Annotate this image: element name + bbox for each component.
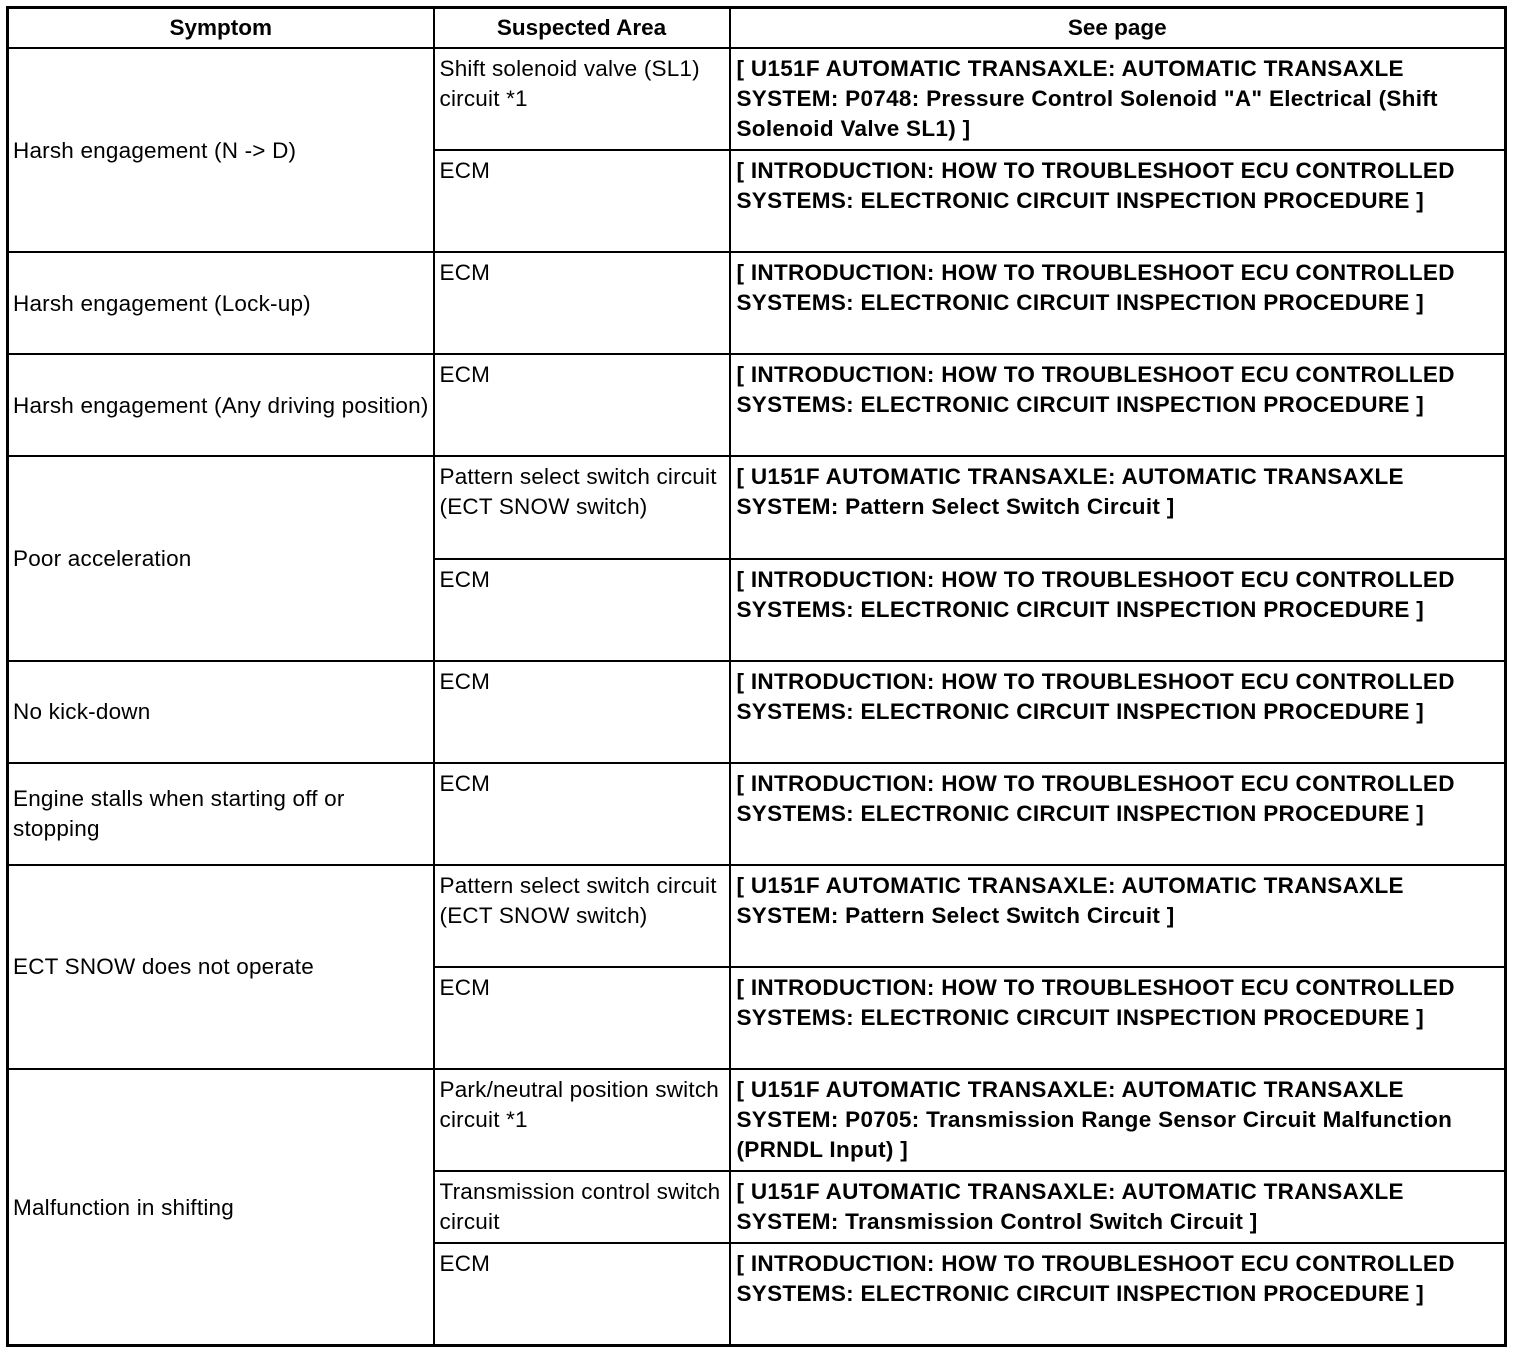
see-page-link[interactable]: [ U151F AUTOMATIC TRANSAXLE: AUTOMATIC TRANSAXLE SYSTEM: Pattern Select Switch Circuit ]: [730, 865, 1506, 967]
header-see-page: See page: [730, 8, 1506, 49]
suspected-area-cell: Shift solenoid valve (SL1) circuit *1: [434, 48, 730, 150]
symptom-cell: No kick-down: [8, 661, 434, 763]
header-row: [8, 8, 1506, 49]
table-row: [8, 252, 1506, 354]
symptom-cell: Engine stalls when starting off or stopping: [8, 763, 434, 865]
see-page-link[interactable]: [ INTRODUCTION: HOW TO TROUBLESHOOT ECU CONTROLLED SYSTEMS: ELECTRONIC CIRCUIT INSPECTION PROCEDURE ]: [730, 559, 1506, 661]
see-page-link[interactable]: [ U151F AUTOMATIC TRANSAXLE: AUTOMATIC TRANSAXLE SYSTEM: P0748: Pressure Control Solenoid "A" Electrical (Shift Solenoid Valve SL1) ]: [730, 48, 1506, 150]
suspected-area-cell: ECM: [434, 661, 730, 763]
suspected-area-cell: ECM: [434, 150, 730, 252]
suspected-area-cell: Transmission control switch circuit: [434, 1171, 730, 1243]
suspected-area-cell: ECM: [434, 559, 730, 661]
suspected-area-cell: ECM: [434, 354, 730, 456]
table-body: [8, 48, 1506, 1346]
suspected-area-cell: Pattern select switch circuit (ECT SNOW switch): [434, 456, 730, 558]
see-page-link[interactable]: [ INTRODUCTION: HOW TO TROUBLESHOOT ECU CONTROLLED SYSTEMS: ELECTRONIC CIRCUIT INSPECTION PROCEDURE ]: [730, 763, 1506, 865]
suspected-area-cell: ECM: [434, 763, 730, 865]
see-page-link[interactable]: [ U151F AUTOMATIC TRANSAXLE: AUTOMATIC TRANSAXLE SYSTEM: P0705: Transmission Range Sensor Circuit Malfunction (PRNDL Input) ]: [730, 1069, 1506, 1171]
suspected-area-cell: Pattern select switch circuit (ECT SNOW switch): [434, 865, 730, 967]
see-page-link[interactable]: [ INTRODUCTION: HOW TO TROUBLESHOOT ECU CONTROLLED SYSTEMS: ELECTRONIC CIRCUIT INSPECTION PROCEDURE ]: [730, 1243, 1506, 1345]
table-row: [8, 865, 1506, 967]
suspected-area-cell: ECM: [434, 967, 730, 1069]
see-page-link[interactable]: [ INTRODUCTION: HOW TO TROUBLESHOOT ECU CONTROLLED SYSTEMS: ELECTRONIC CIRCUIT INSPECTION PROCEDURE ]: [730, 354, 1506, 456]
see-page-link[interactable]: [ U151F AUTOMATIC TRANSAXLE: AUTOMATIC TRANSAXLE SYSTEM: Pattern Select Switch Circuit ]: [730, 456, 1506, 558]
table-row: [8, 456, 1506, 558]
table-row: [8, 1069, 1506, 1171]
symptom-cell: Poor acceleration: [8, 456, 434, 660]
table-row: [8, 354, 1506, 456]
symptom-cell: Malfunction in shifting: [8, 1069, 434, 1345]
symptom-cell: Harsh engagement (Any driving position): [8, 354, 434, 456]
see-page-link[interactable]: [ U151F AUTOMATIC TRANSAXLE: AUTOMATIC TRANSAXLE SYSTEM: Transmission Control Switch Circuit ]: [730, 1171, 1506, 1243]
header-symptom: Symptom: [8, 8, 434, 49]
table-row: [8, 661, 1506, 763]
symptom-cell: Harsh engagement (Lock-up): [8, 252, 434, 354]
table-row: [8, 763, 1506, 865]
suspected-area-cell: ECM: [434, 252, 730, 354]
suspected-area-cell: Park/neutral position switch circuit *1: [434, 1069, 730, 1171]
symptom-cell: Harsh engagement (N -> D): [8, 48, 434, 252]
suspected-area-cell: ECM: [434, 1243, 730, 1345]
see-page-link[interactable]: [ INTRODUCTION: HOW TO TROUBLESHOOT ECU CONTROLLED SYSTEMS: ELECTRONIC CIRCUIT INSPECTION PROCEDURE ]: [730, 150, 1506, 252]
see-page-link[interactable]: [ INTRODUCTION: HOW TO TROUBLESHOOT ECU CONTROLLED SYSTEMS: ELECTRONIC CIRCUIT INSPECTION PROCEDURE ]: [730, 967, 1506, 1069]
symptom-cell: ECT SNOW does not operate: [8, 865, 434, 1069]
table-row: [8, 48, 1506, 150]
troubleshooting-table: [6, 6, 1507, 1347]
see-page-link[interactable]: [ INTRODUCTION: HOW TO TROUBLESHOOT ECU CONTROLLED SYSTEMS: ELECTRONIC CIRCUIT INSPECTION PROCEDURE ]: [730, 252, 1506, 354]
see-page-link[interactable]: [ INTRODUCTION: HOW TO TROUBLESHOOT ECU CONTROLLED SYSTEMS: ELECTRONIC CIRCUIT INSPECTION PROCEDURE ]: [730, 661, 1506, 763]
header-suspected-area: Suspected Area: [434, 8, 730, 49]
